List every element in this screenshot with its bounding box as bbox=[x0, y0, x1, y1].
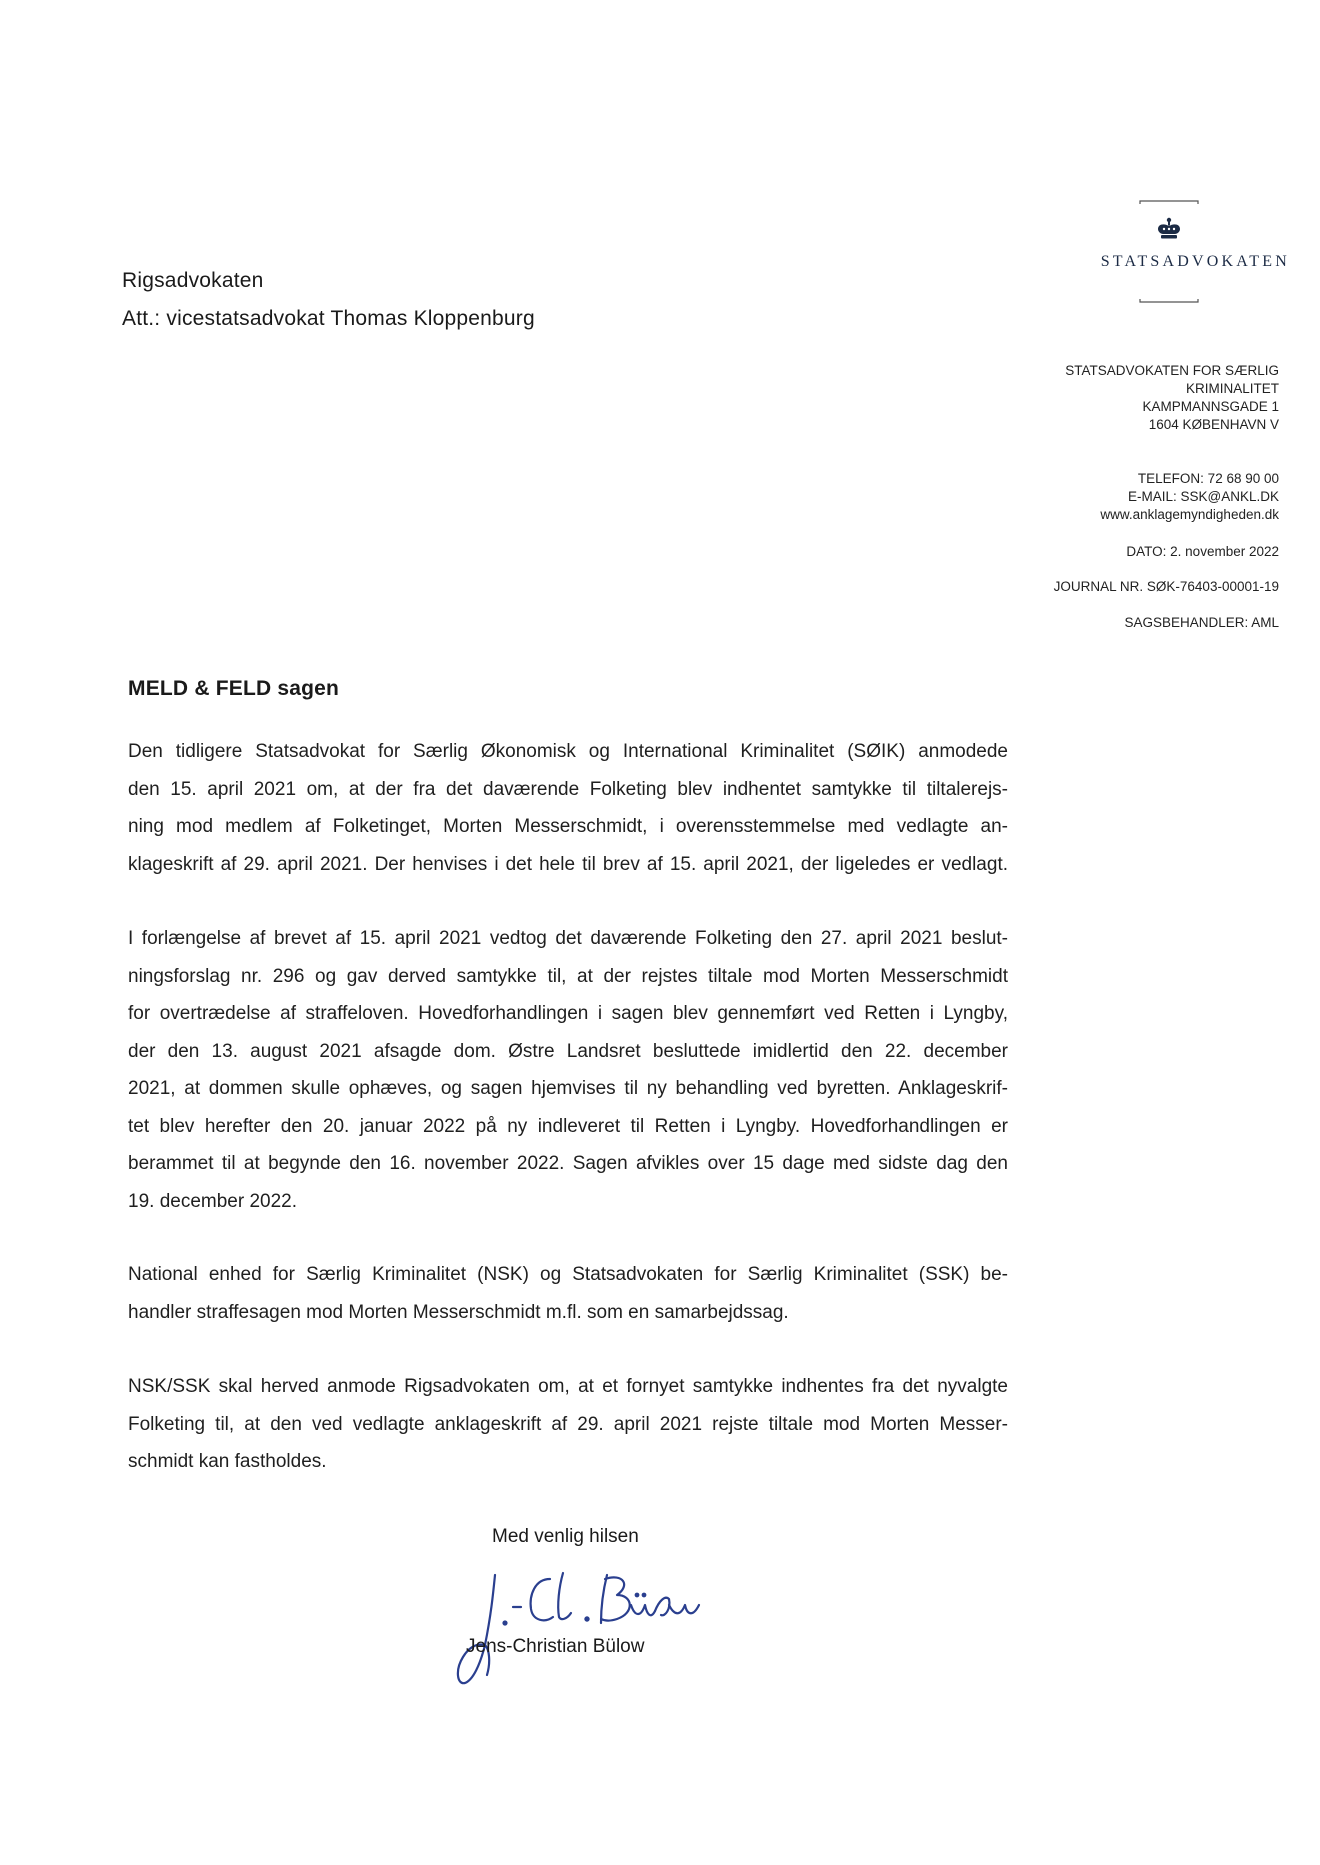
paragraph-2 bbox=[128, 920, 1008, 1220]
paragraph-line: den 15. april 2021 om, at der fra det daværende Folketing blev indhentet samtykke til tiltalerejs- bbox=[128, 778, 1008, 800]
letter-date: DATO: 2. november 2022 bbox=[1126, 544, 1279, 559]
paragraph-line: for overtrædelse af straffeloven. Hovedforhandlingen i sagen blev gennemført ved Retten i Lyngby, bbox=[128, 1003, 1008, 1024]
paragraph-4 bbox=[128, 1368, 1008, 1481]
paragraph-line: NSK/SSK skal herved anmode Rigsadvokaten om, at et fornyet samtykke indhentes fra det nyvalgte bbox=[128, 1376, 1008, 1397]
paragraph-line: berammet til at begynde den 16. november 2022. Sagen afvikles over 15 dage med sidste dag den bbox=[128, 1153, 1008, 1174]
sender-address bbox=[1065, 362, 1279, 434]
paragraph-line: National enhed for Særlig Kriminalitet (NSK) og Statsadvokaten for Særlig Kriminalitet (SSK) be- bbox=[128, 1264, 1008, 1285]
recipient-name: Rigsadvokaten bbox=[122, 269, 264, 292]
paragraph-line: Folketing til, at den ved vedlagte anklageskrift af 29. april 2021 rejste tiltale mod Morten Messer- bbox=[128, 1413, 1008, 1435]
logo-wordmark: STATSADVOKATEN bbox=[1100, 253, 1290, 270]
paragraph-line: I forlængelse af brevet af 15. april 2021 vedtog det daværende Folketing den 27. april 2021 beslut- bbox=[128, 928, 1008, 949]
handwritten-signature bbox=[455, 1565, 705, 1695]
letter-subject: MELD & FELD sagen bbox=[128, 677, 340, 700]
paragraph-3 bbox=[128, 1256, 1008, 1331]
paragraph-1 bbox=[128, 733, 1008, 883]
journal-number: JOURNAL NR. SØK-76403-00001-19 bbox=[1053, 579, 1279, 594]
paragraph-line: tet blev herefter den 20. januar 2022 på ny indleveret til Retten i Lyngby. Hovedforhandlingen er bbox=[128, 1115, 1008, 1137]
paragraph-line: Den tidligere Statsadvokat for Særlig Økonomisk og International Kriminalitet (SØIK) anmodede bbox=[128, 741, 1008, 762]
closing-phrase: Med venlig hilsen bbox=[492, 1526, 639, 1547]
crown-icon bbox=[1155, 217, 1183, 243]
paragraph-line: ningsforslag nr. 296 og gav derved samtykke til, at der rejstes tiltale mod Morten Messerschmidt bbox=[128, 965, 1008, 987]
sender-contact bbox=[1100, 470, 1279, 524]
letterhead-logo bbox=[1050, 195, 1290, 320]
address-line: 1604 KØBENHAVN V bbox=[1148, 417, 1279, 432]
paragraph-line: 2021, at dommen skulle ophæves, og sagen hjemvises til ny behandling ved byretten. Anklageskrif- bbox=[128, 1078, 1008, 1099]
paragraph-line: ning mod medlem af Folketinget, Morten Messerschmidt, i overensstemmelse med vedlagte an- bbox=[128, 816, 1008, 837]
address-line: STATSADVOKATEN FOR SÆRLIG bbox=[1065, 363, 1279, 378]
address-line: KAMPMANNSGADE 1 bbox=[1142, 399, 1279, 414]
logo-top-rule bbox=[1139, 199, 1199, 205]
recipient-block bbox=[122, 262, 535, 338]
phone-line: TELEFON: 72 68 90 00 bbox=[1137, 471, 1279, 486]
paragraph-line: 19. december 2022. bbox=[128, 1190, 298, 1212]
logo-bottom-rule bbox=[1139, 298, 1199, 304]
recipient-attention: Att.: vicestatsadvokat Thomas Kloppenburg bbox=[122, 307, 535, 330]
paragraph-line: handler straffesagen mod Morten Messerschmidt m.fl. som en samarbejdssag. bbox=[128, 1301, 789, 1323]
signer-name: Jens-Christian Bülow bbox=[466, 1636, 645, 1657]
paragraph-line: der den 13. august 2021 afsagde dom. Østre Landsret besluttede imidlertid den 22. december bbox=[128, 1040, 1008, 1062]
paragraph-line: klageskrift af 29. april 2021. Der henvises i det hele til brev af 15. april 2021, der ligeledes er vedlagt. bbox=[128, 853, 1008, 875]
website-line: www.anklagemyndigheden.dk bbox=[1100, 507, 1279, 522]
paragraph-line: schmidt kan fastholdes. bbox=[128, 1451, 327, 1472]
email-line: E-MAIL: SSK@ANKL.DK bbox=[1128, 489, 1279, 504]
address-line: KRIMINALITET bbox=[1185, 381, 1279, 396]
case-handler: SAGSBEHANDLER: AML bbox=[1124, 615, 1279, 630]
